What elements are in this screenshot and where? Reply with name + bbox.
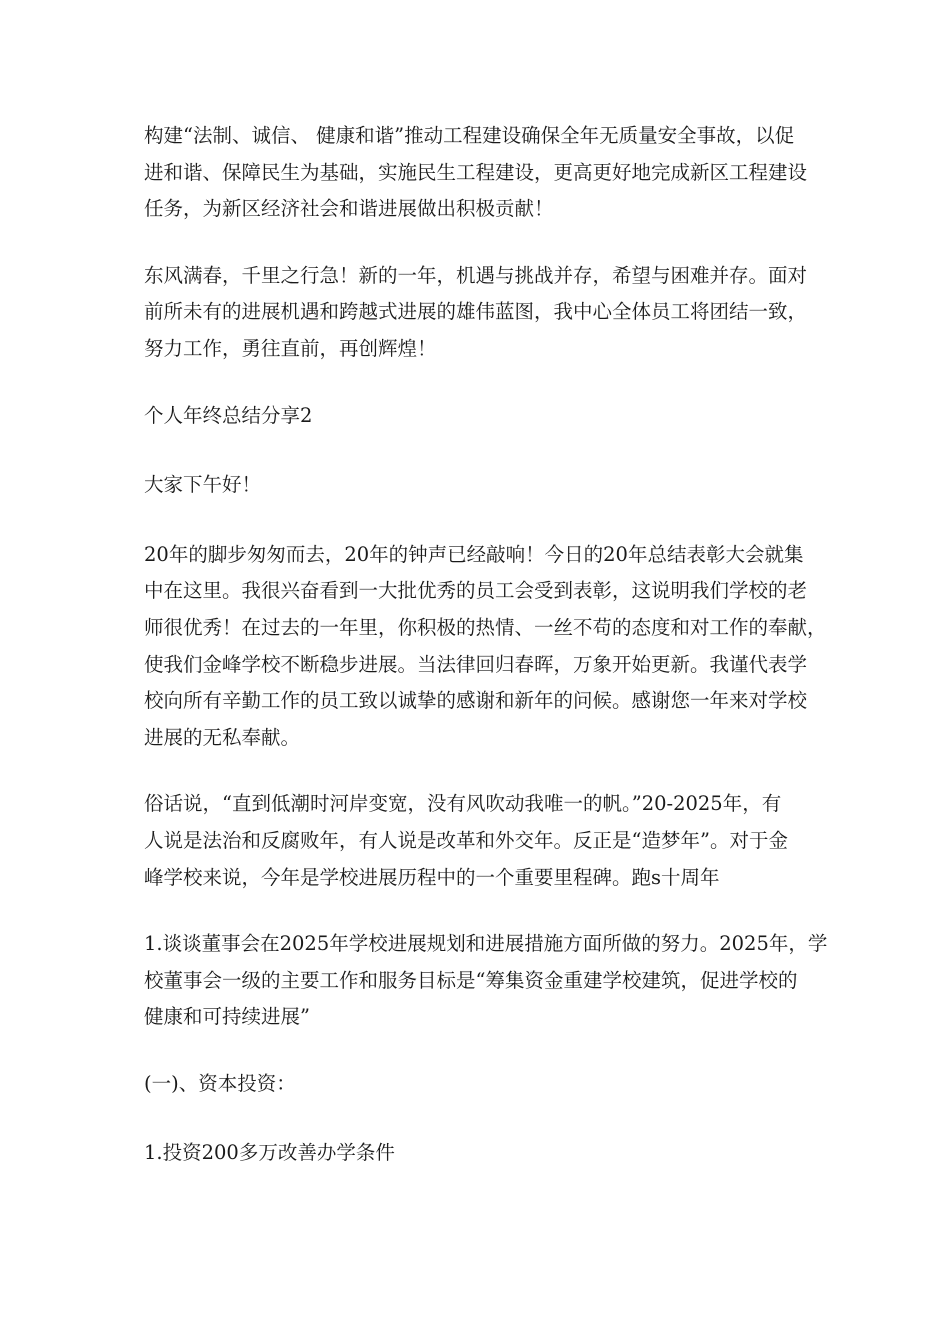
text-line: 校向所有辛勤工作的员工致以诚挚的感谢和新年的问候。感谢您一年来对学校 bbox=[144, 689, 808, 713]
text-line: 1.谈谈董事会在2025年学校进展规划和进展措施方面所做的努力。2025年，学 bbox=[144, 932, 828, 956]
paragraph-proverb bbox=[144, 786, 810, 896]
subheading-capital-investment bbox=[144, 1066, 810, 1103]
greeting bbox=[144, 467, 810, 504]
text-line: 校董事会一级的主要工作和服务目标是“筹集资金重建学校建筑，促进学校的 bbox=[144, 968, 798, 992]
text-line: 东风满春，千里之行急！新的一年，机遇与挑战并存，希望与困难并存。面对 bbox=[144, 263, 808, 287]
text-line: 健康和可持续进展” bbox=[144, 1005, 310, 1029]
text-line: 前所未有的进展机遇和跨越式进展的雄伟蓝图，我中心全体员工将团结一致， bbox=[144, 300, 808, 324]
paragraph-commendation bbox=[144, 537, 827, 757]
text-line: 俗话说，“直到低潮时河岸变宽，没有风吹动我唯一的帆。”20-2025年，有 bbox=[144, 792, 782, 816]
text-line: 使我们金峰学校不断稳步进展。当法律回归春晖，万象开始更新。我谨代表学 bbox=[144, 652, 808, 676]
subheading-text: (一)、资本投资： bbox=[144, 1071, 296, 1095]
document-body bbox=[144, 118, 828, 1202]
paragraph-project-goals bbox=[144, 118, 810, 228]
text-line: 努力工作，勇往直前，再创辉煌！ bbox=[144, 336, 437, 360]
text-line: 进展的无私奉献。 bbox=[144, 725, 301, 749]
paragraph-board-efforts bbox=[144, 926, 828, 1036]
text-line: 峰学校来说，今年是学校进展历程中的一个重要里程碑。跑s十周年 bbox=[144, 865, 720, 889]
list-item-investment bbox=[144, 1135, 810, 1172]
text-line: 任务，为新区经济社会和谐进展做出积极贡献！ bbox=[144, 197, 554, 221]
text-line: 进和谐、保障民生为基础，实施民生工程建设，更高更好地完成新区工程建设 bbox=[144, 160, 808, 184]
list-item-text: 1.投资200多万改善办学条件 bbox=[144, 1141, 395, 1165]
greeting-text: 大家下午好！ bbox=[144, 473, 262, 497]
text-line: 师很优秀！在过去的一年里，你积极的热情、一丝不苟的态度和对工作的奉献， bbox=[144, 615, 827, 639]
text-line: 中在这里。我很兴奋看到一大批优秀的员工会受到表彰，这说明我们学校的老 bbox=[144, 579, 808, 603]
text-line: 20年的脚步匆匆而去，20年的钟声已经敲响！今日的20年总结表彰大会就集 bbox=[144, 542, 804, 566]
text-line: 构建“法制、诚信、 健康和谐”推动工程建设确保全年无质量安全事故，以促 bbox=[144, 124, 795, 147]
section-heading bbox=[144, 398, 810, 435]
heading-text: 个人年终总结分享2 bbox=[144, 403, 313, 427]
paragraph-new-year-outlook bbox=[144, 258, 810, 368]
text-line: 人说是法治和反腐败年，有人说是改革和外交年。反正是“造梦年”。对于金 bbox=[144, 828, 788, 852]
